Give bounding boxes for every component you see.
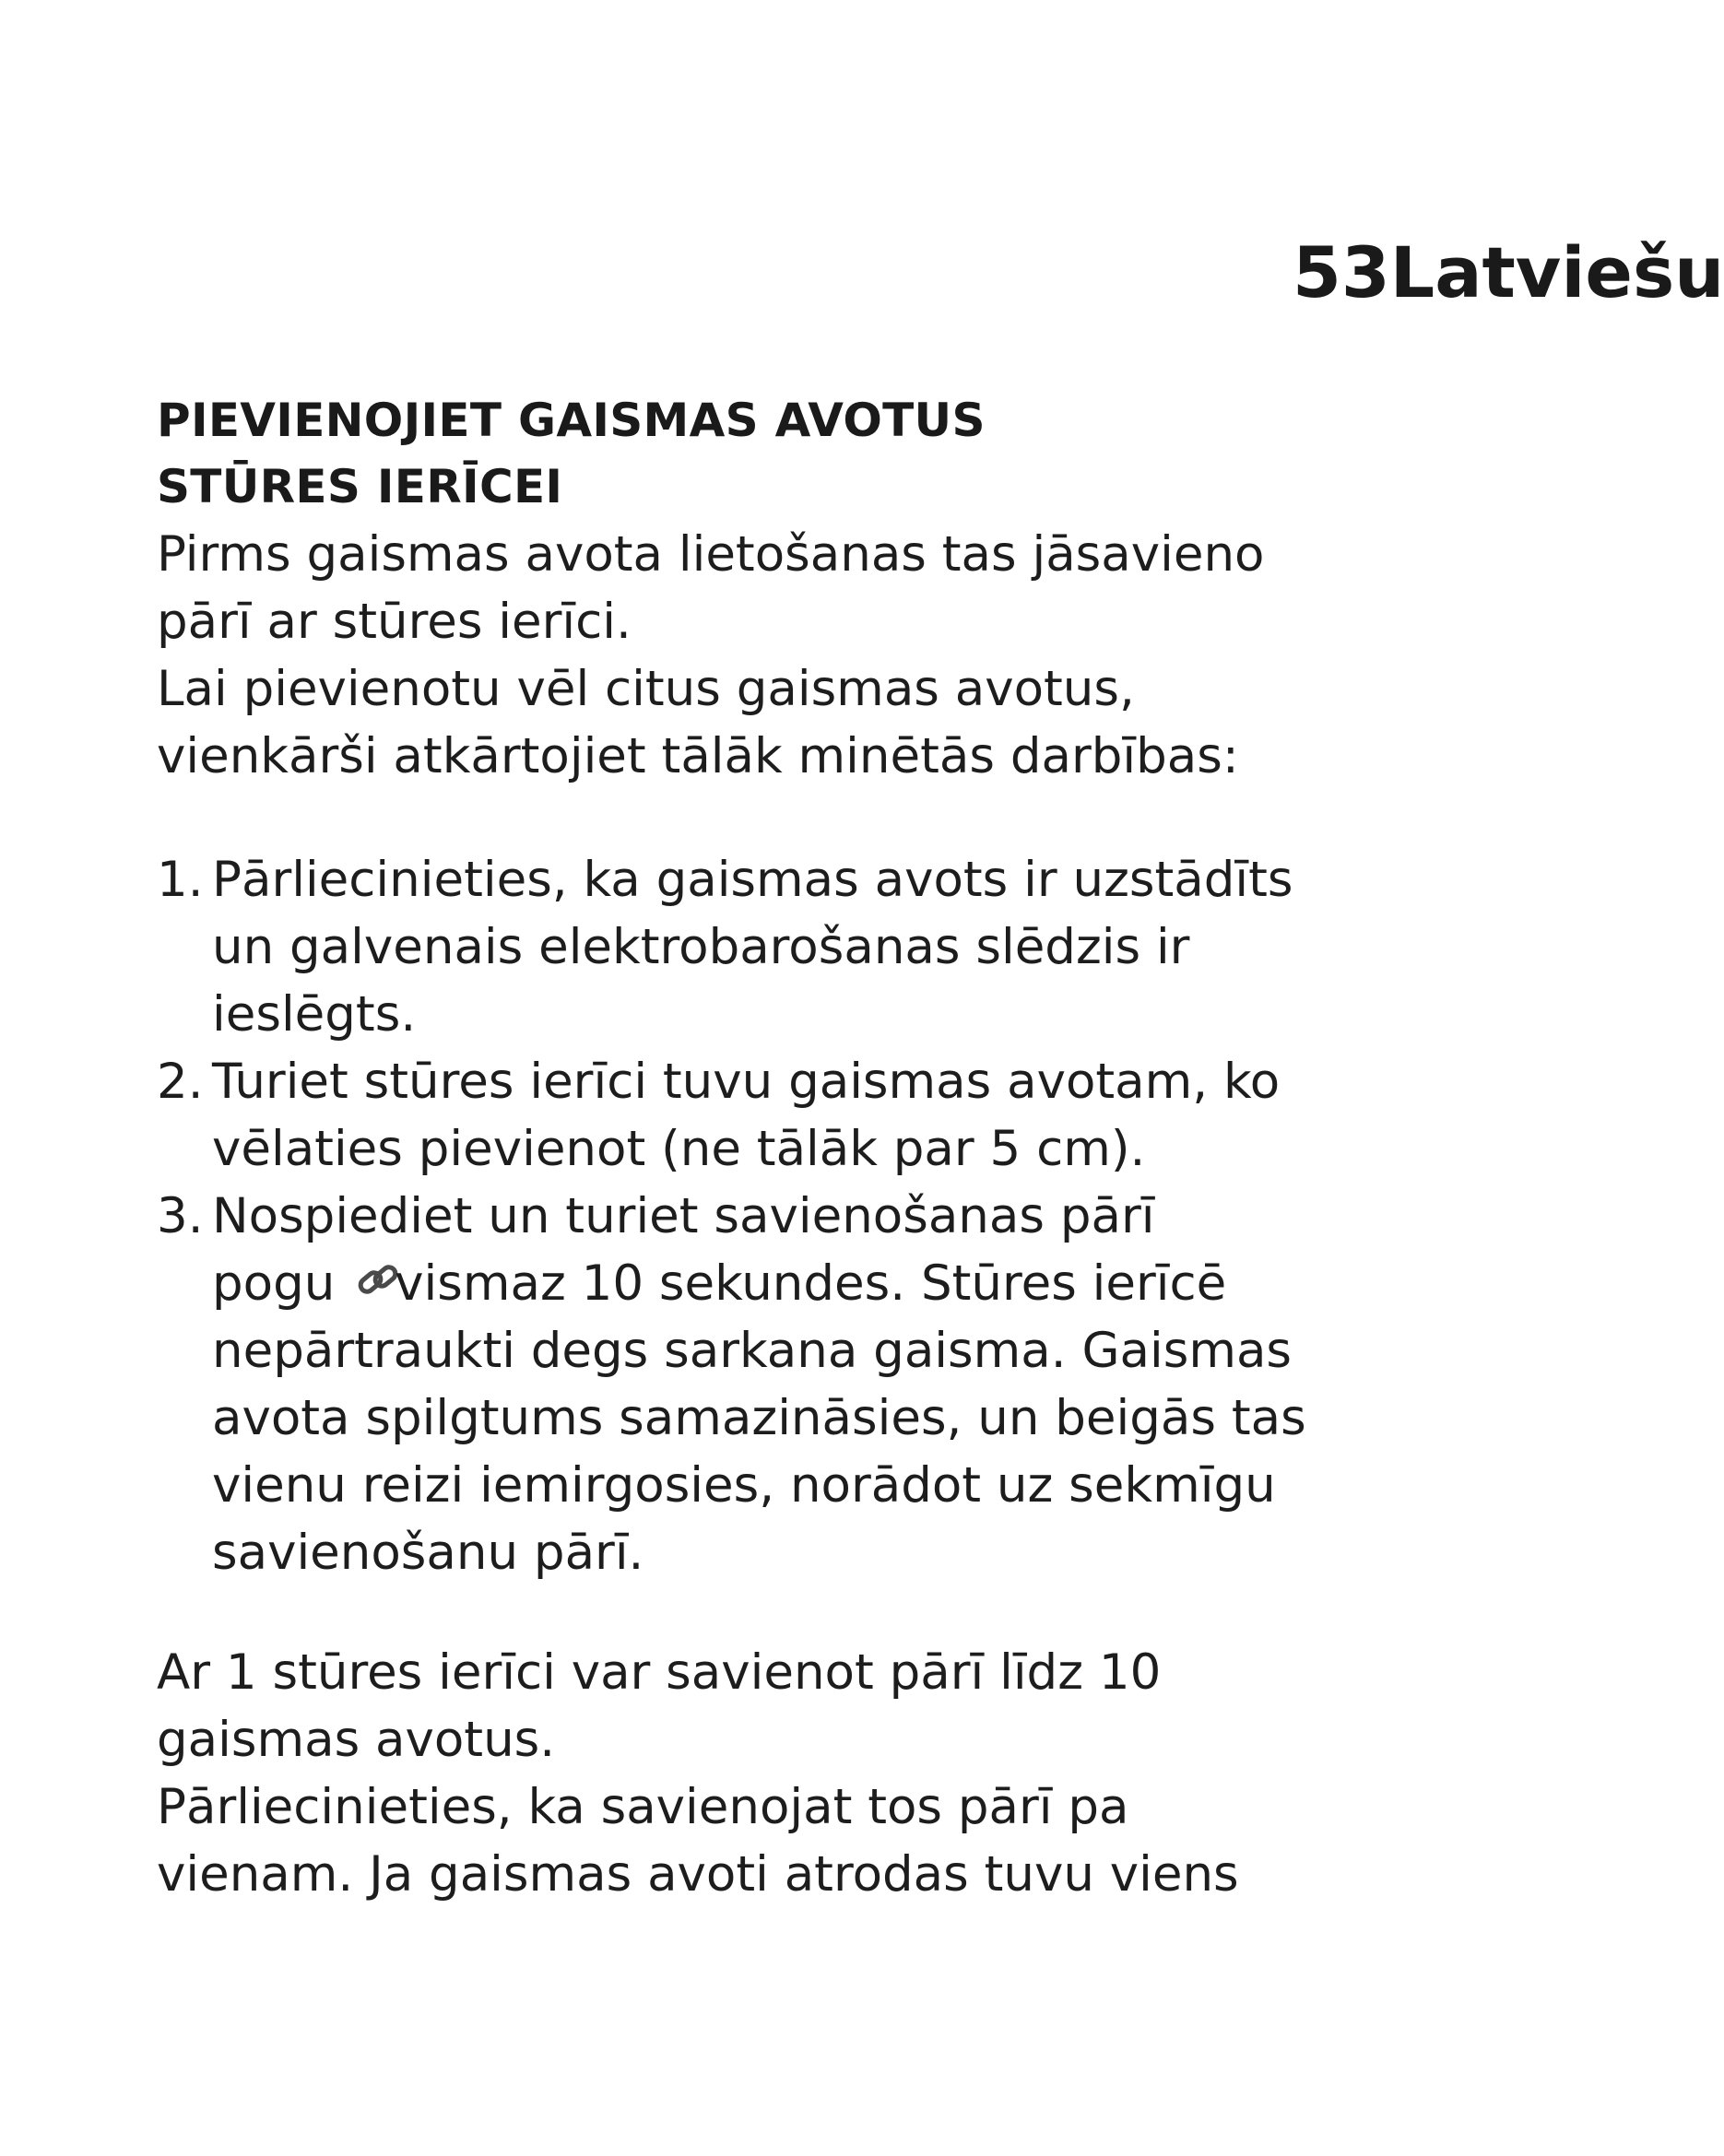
- text-line: Pārliecinieties, ka savienojat tos pārī pa: [157, 1779, 1129, 1835]
- step-number: 3.: [157, 1188, 204, 1244]
- section-title-line: PIEVIENOJIET GAISMAS AVOTUS: [157, 394, 986, 447]
- step-text-line: vēlaties pievienot (ne tālāk par 5 cm).: [212, 1121, 1146, 1177]
- step-text-line: Turiet stūres ierīci tuvu gaismas avotam, ko: [212, 1054, 1281, 1110]
- intro-paragraph: [157, 521, 1383, 790]
- text-line: Pirms gaismas avota lietošanas tas jāsavieno: [157, 526, 1265, 583]
- text-line: Ar 1 stūres ierīci var savienot pārī līdz 10: [157, 1644, 1162, 1701]
- step-number: 2.: [157, 1054, 204, 1110]
- step-text-line: ieslēgts.: [212, 986, 417, 1043]
- step-text-fragment: pogu: [212, 1255, 351, 1312]
- text-line: vienam. Ja gaismas avoti atrodas tuvu viens: [157, 1846, 1239, 1903]
- step-text-line: savienošanu pārī.: [212, 1525, 644, 1581]
- step-text-line: vienu reizi iemirgosies, norādot uz sekmīgu: [212, 1457, 1276, 1514]
- step-item: [157, 1048, 1383, 1183]
- step-text-fragment: vismaz 10 sekundes. Stūres ierīcē: [395, 1255, 1227, 1312]
- step-number: 1.: [157, 852, 204, 908]
- section-title-line: STŪRES IERĪCEI: [157, 460, 563, 513]
- outro-paragraph: [157, 1639, 1383, 1908]
- step-text-line: nepārtraukti degs sarkana gaisma. Gaismas: [212, 1323, 1293, 1379]
- section-title: [157, 387, 1383, 520]
- step-item: [157, 1183, 1383, 1586]
- step-text-line: Nospiediet un turiet savienošanas pārī: [212, 1188, 1155, 1244]
- page-header-language-label: 53Latviešu: [1293, 231, 1724, 313]
- step-text-line: avota spilgtums samazināsies, un beigās tas: [212, 1390, 1306, 1446]
- step-item: [157, 846, 1383, 1048]
- text-line: pārī ar stūres ierīci.: [157, 594, 632, 650]
- pairing-link-icon: [356, 1254, 400, 1298]
- step-text-line: Pārliecinieties, ka gaismas avots ir uzstādīts: [212, 852, 1293, 908]
- pairing-steps-list: [157, 846, 1383, 1586]
- text-line: gaismas avotus.: [157, 1712, 556, 1768]
- text-line: vienkārši atkārtojiet tālāk minētās darbības:: [157, 728, 1239, 784]
- step-text-line-with-icon: [212, 1250, 1383, 1317]
- step-text-line: un galvenais elektrobarošanas slēdzis ir: [212, 919, 1190, 975]
- text-line: Lai pievienotu vēl citus gaismas avotus,: [157, 661, 1135, 717]
